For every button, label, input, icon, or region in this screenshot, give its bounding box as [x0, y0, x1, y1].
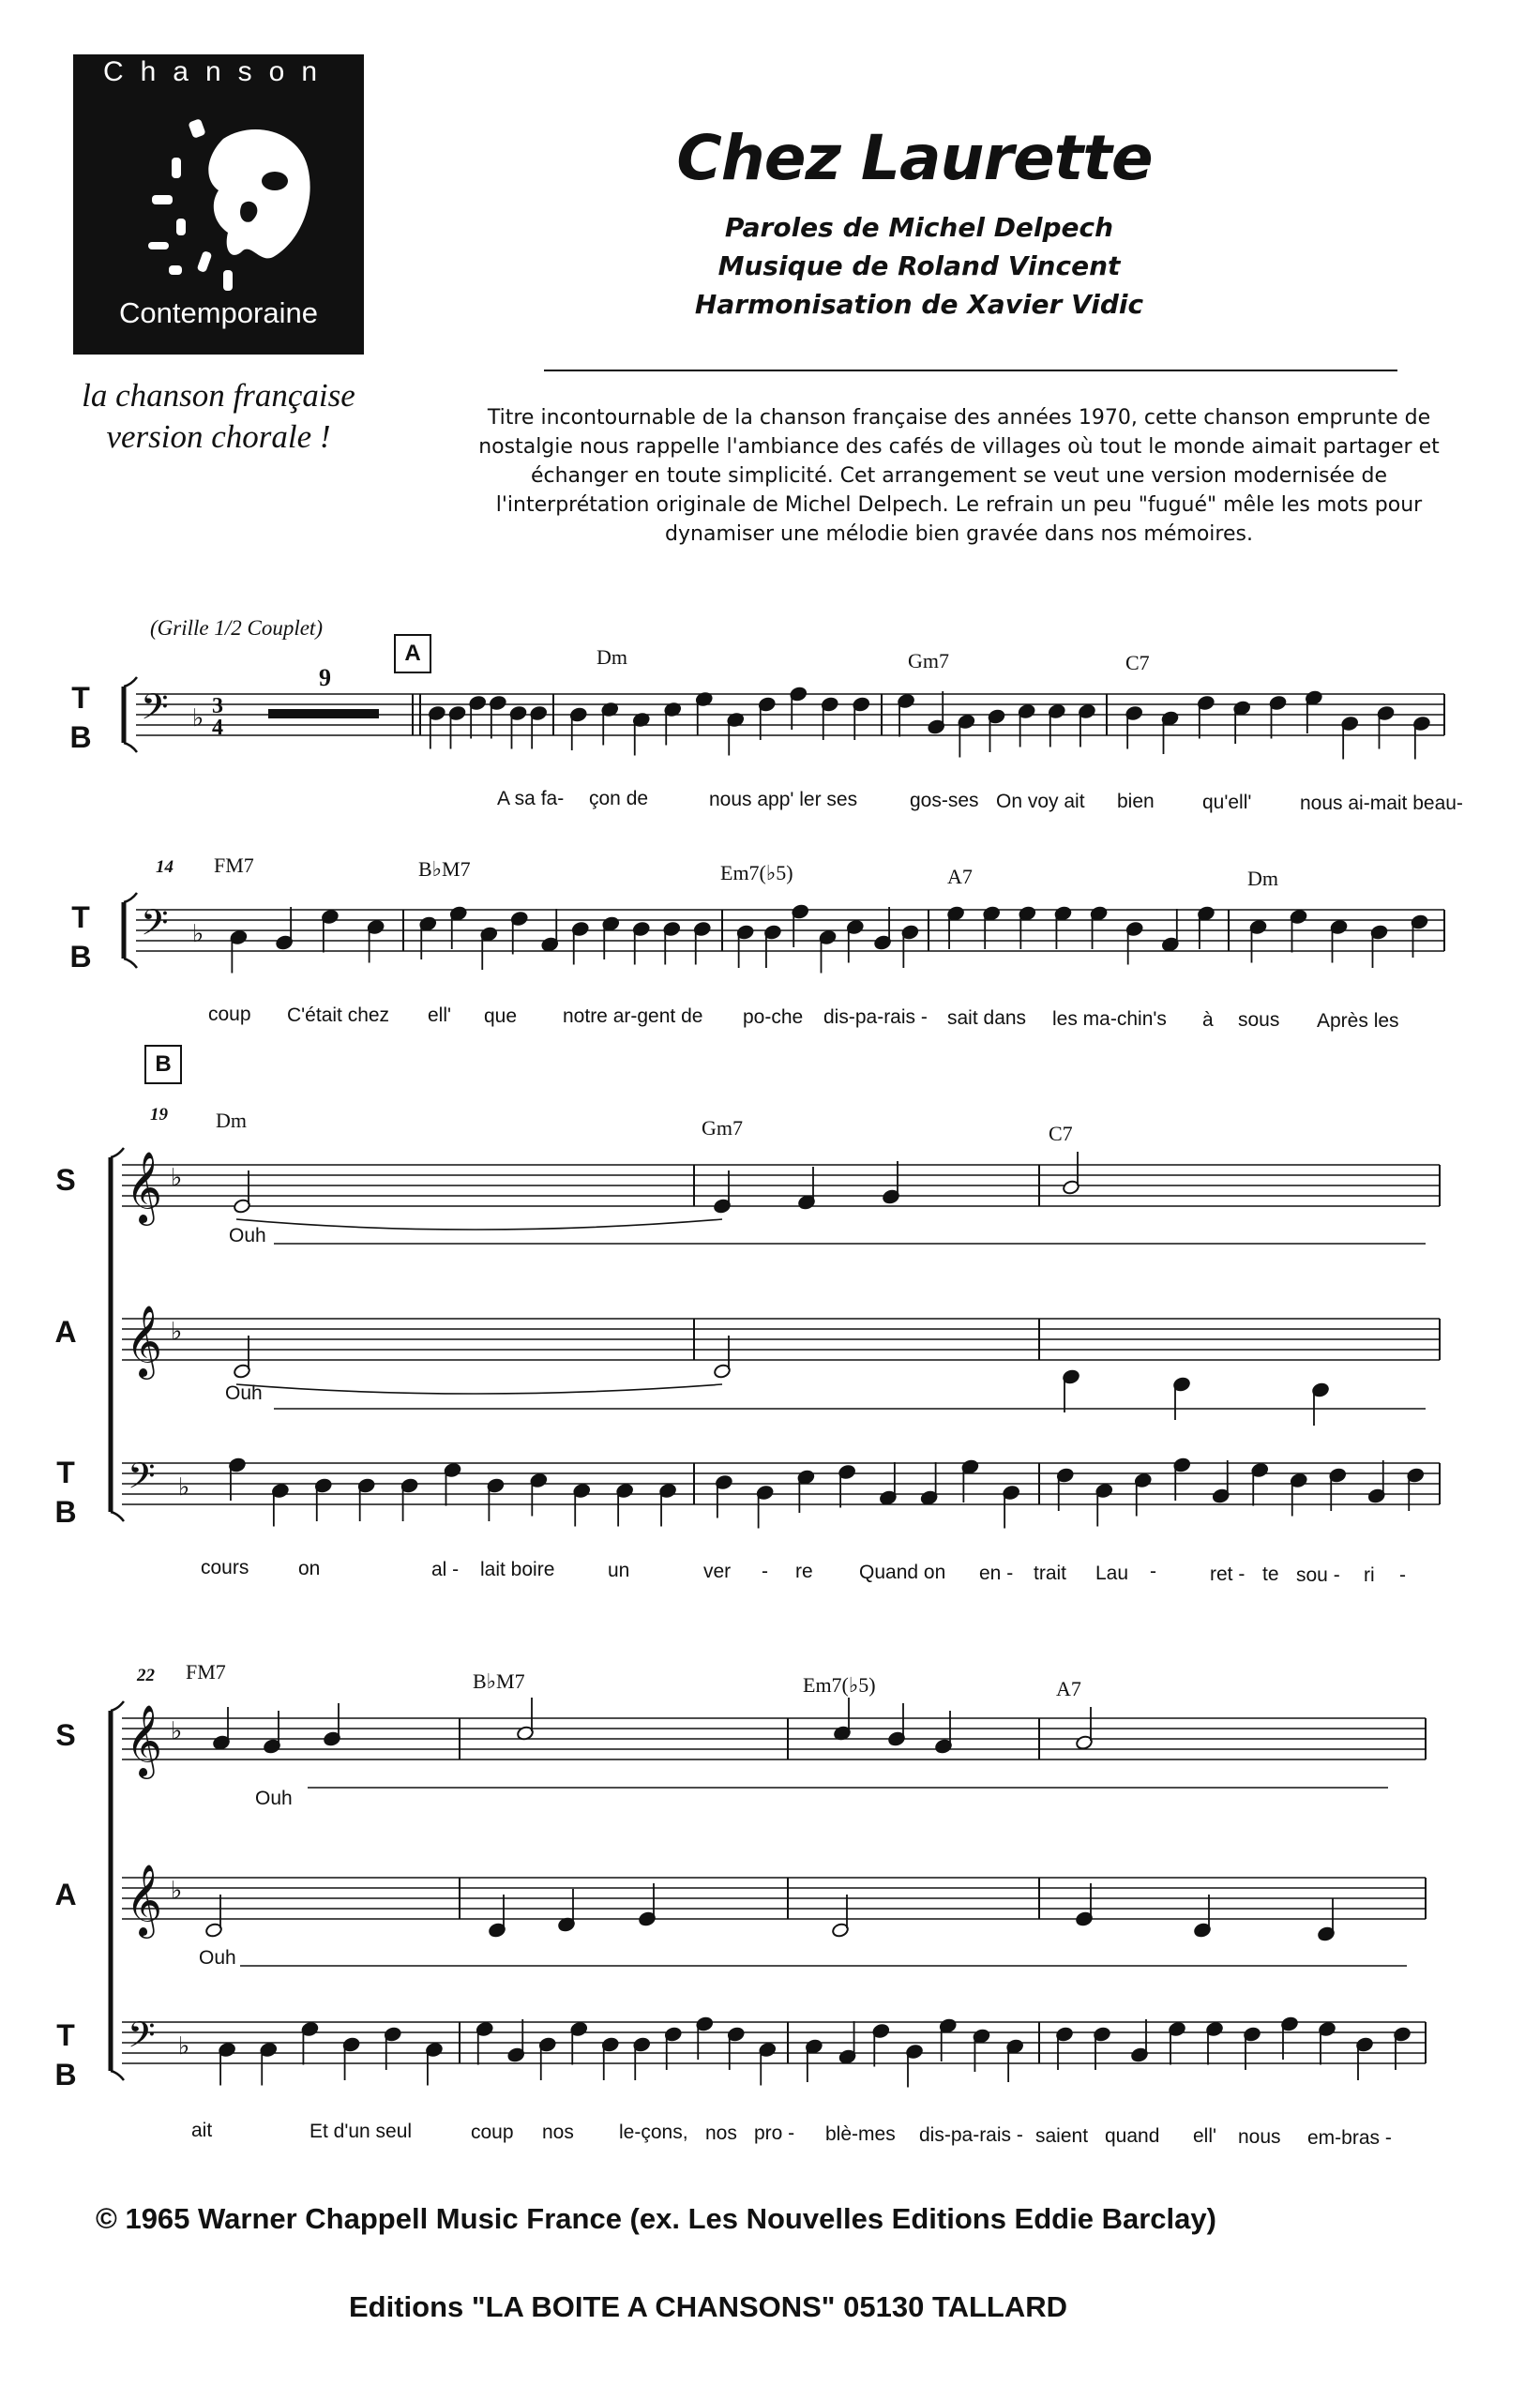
system-bracket	[124, 959, 137, 968]
chord-symbol: Em7(♭5)	[803, 1673, 876, 1697]
chord-symbol: Dm	[216, 1109, 247, 1132]
treble-clef-icon: 𝄞	[126, 1704, 163, 1776]
voice-label-alto: A	[54, 1878, 77, 1911]
voice-label-bass: B	[69, 940, 92, 974]
measure-number: 19	[150, 1105, 168, 1125]
lyricist-credit: Paroles de Michel Delpech	[724, 212, 1114, 243]
treble-clef-icon: 𝄞	[126, 1864, 163, 1936]
publisher-footer: Editions "LA BOITE A CHANSONS" 05130 TALLARD	[349, 2290, 1067, 2323]
song-title: Chez Laurette	[676, 122, 1153, 194]
flat-icon: ♭	[171, 1877, 183, 1905]
voice-label-bass: B	[54, 2058, 77, 2091]
lyric-syllable: nous	[1238, 2126, 1281, 2148]
tie	[236, 1384, 722, 1394]
voice-label-tenor: T	[71, 681, 90, 715]
lyric-syllable: A sa fa-	[497, 788, 565, 809]
tagline-line-2: version chorale !	[106, 418, 331, 455]
voice-label-bass: B	[54, 1495, 77, 1529]
flat-icon: ♭	[171, 1164, 183, 1192]
lyric-syllable: po-che	[743, 1006, 804, 1028]
lyric-syllable: Ouh	[225, 1382, 263, 1404]
time-signature: 4	[212, 716, 223, 740]
system-bracket	[111, 1701, 124, 1711]
lyric-syllable: coup	[208, 1004, 251, 1025]
lyric-syllable: al -	[431, 1559, 460, 1580]
lyric-syllable: Et d'un seul	[310, 2121, 413, 2142]
lyric-syllable: te	[1262, 1563, 1279, 1585]
lyric-syllable: ver	[703, 1561, 732, 1582]
lyric-syllable: ait	[191, 2120, 213, 2141]
rehearsal-mark-a: A	[394, 634, 431, 673]
bass-clef-icon: 𝄢	[141, 901, 169, 952]
measure-number: 14	[156, 857, 174, 877]
arranger-credit: Harmonisation de Xavier Vidic	[694, 289, 1144, 320]
lyric-syllable: nous ai-mait beau-	[1300, 793, 1463, 814]
lyric-syllable: trait	[1034, 1563, 1067, 1584]
chord-symbol: A7	[1056, 1677, 1081, 1700]
multirest-count: 9	[319, 664, 331, 691]
measure-number: 22	[137, 1666, 155, 1685]
chord-symbol: FM7	[186, 1660, 226, 1684]
treble-clef-icon: 𝄞	[126, 1305, 163, 1377]
rehearsal-mark-b: B	[144, 1045, 182, 1084]
lyric-syllable: blè-mes	[825, 2123, 896, 2145]
grille-label: (Grille 1/2 Couplet)	[150, 616, 323, 640]
chord-symbol: B♭M7	[473, 1669, 525, 1693]
voice-label-alto: A	[54, 1315, 77, 1349]
flat-icon: ♭	[171, 1717, 183, 1745]
lyric-syllable: que	[484, 1005, 518, 1027]
system-bracket	[124, 677, 137, 687]
voice-label-tenor: T	[56, 1456, 75, 1489]
system-bracket	[111, 2071, 124, 2080]
lyric-syllable: dis-pa-rais -	[919, 2124, 1023, 2146]
flat-icon: ♭	[192, 704, 204, 732]
lyric-syllable: sou -	[1296, 1564, 1340, 1586]
lyric-syllable: -	[1399, 1564, 1406, 1586]
lyric-syllable: Ouh	[199, 1947, 236, 1969]
lyric-syllable: notre ar-gent de	[563, 1005, 703, 1027]
lyric-syllable: Ouh	[255, 1788, 293, 1809]
chord-symbol: Em7(♭5)	[720, 861, 793, 884]
time-signature: 3	[212, 694, 223, 718]
voice-label-soprano: S	[55, 1163, 76, 1197]
system-bracket	[124, 893, 137, 902]
lyric-syllable: ret -	[1210, 1563, 1246, 1585]
logo-bottom-text: Contemporaine	[119, 296, 318, 329]
tagline-line-1: la chanson française	[82, 377, 355, 414]
copyright-notice: © 1965 Warner Chappell Music France (ex. Les Nouvelles Editions Eddie Barclay)	[96, 2202, 1216, 2235]
lyric-syllable: coup	[471, 2122, 514, 2143]
chord-symbol: C7	[1125, 651, 1150, 674]
lyric-syllable: un	[608, 1560, 630, 1581]
lyric-syllable: Après les	[1317, 1010, 1399, 1032]
lyric-syllable: en -	[979, 1563, 1014, 1584]
lyric-syllable: on	[298, 1558, 321, 1579]
system-bracket	[124, 743, 137, 752]
chord-symbol: C7	[1049, 1122, 1073, 1145]
lyric-syllable: ell'	[1193, 2125, 1217, 2147]
bass-clef-icon: 𝄢	[128, 2014, 156, 2064]
lyric-syllable: Quand on	[859, 1562, 946, 1583]
lyric-syllable: quand	[1105, 2125, 1160, 2147]
lyric-syllable: qu'ell'	[1202, 792, 1252, 813]
lyric-syllable: lait boire	[480, 1559, 555, 1580]
lyric-syllable: les ma-chin's	[1052, 1008, 1167, 1030]
voice-label-tenor: T	[56, 2018, 75, 2052]
lyric-syllable: nous app' ler ses	[709, 789, 858, 810]
lyric-syllable: gos-ses	[910, 790, 979, 811]
flat-icon: ♭	[178, 2032, 190, 2061]
tie	[236, 1219, 722, 1230]
lyric-syllable: pro -	[754, 2122, 795, 2144]
flat-icon: ♭	[171, 1318, 183, 1346]
chord-symbol: Gm7	[908, 649, 949, 672]
system-bracket	[111, 1148, 124, 1157]
flat-icon: ♭	[192, 920, 204, 948]
lyric-syllable: sous	[1238, 1009, 1280, 1031]
lyric-syllable: nos	[705, 2122, 737, 2144]
lyric-syllable: bien	[1117, 791, 1155, 812]
voice-label-tenor: T	[71, 900, 90, 934]
bass-clef-icon: 𝄢	[141, 686, 169, 736]
lyric-syllable: dis-pa-rais -	[823, 1006, 928, 1028]
bass-clef-icon: 𝄢	[128, 1455, 156, 1505]
composer-credit: Musique de Roland Vincent	[717, 250, 1121, 281]
lyric-syllable: Ouh	[229, 1225, 266, 1246]
lyric-syllable: sait dans	[947, 1007, 1027, 1029]
chord-symbol: A7	[947, 865, 973, 888]
lyric-syllable: -	[1150, 1561, 1156, 1582]
treble-clef-icon: 𝄞	[126, 1151, 163, 1223]
lyric-syllable: nos	[542, 2122, 574, 2143]
lyric-syllable: re	[795, 1561, 813, 1582]
voice-label-bass: B	[69, 720, 92, 754]
chord-symbol: Dm	[596, 645, 627, 669]
lyric-syllable: C'était chez	[287, 1004, 390, 1026]
chord-symbol: Gm7	[702, 1116, 743, 1140]
chord-symbol: Dm	[1247, 867, 1278, 890]
lyric-syllable: em-bras -	[1307, 2127, 1392, 2149]
chord-symbol: FM7	[214, 853, 254, 877]
lyric-syllable: çon de	[589, 788, 649, 809]
lyric-syllable: ell'	[428, 1004, 452, 1026]
logo-top-text: Chanson	[102, 56, 335, 87]
lyric-syllable: -	[762, 1561, 768, 1582]
lyric-syllable: Lau	[1095, 1563, 1129, 1584]
lyric-syllable: à	[1202, 1009, 1214, 1031]
flat-icon: ♭	[178, 1473, 190, 1502]
voice-label-soprano: S	[55, 1718, 76, 1752]
lyric-syllable: On voy ait	[996, 791, 1085, 812]
lyric-syllable: cours	[201, 1557, 249, 1578]
intro-paragraph: Titre incontournable de la chanson française des années 1970, cette chanson emprunte de nostalgie nous rappelle l'ambiance des cafés de villages où tout le monde aimait partager et échanger en toute simplicité. Cet arrangement se veut une version modernisée de l'interprétation originale de Michel Delpech. Le refrain un peu "fugué" mêle les mots pour dynamiser une mélodie bien gravée dans nos mémoires.	[478, 406, 1440, 546]
multirest-bar	[268, 709, 379, 718]
chord-symbol: B♭M7	[418, 857, 471, 881]
lyric-syllable: ri	[1364, 1564, 1375, 1586]
lyric-syllable: le-çons,	[619, 2122, 688, 2143]
lyric-syllable: saient	[1035, 2125, 1089, 2147]
system-bracket	[111, 1512, 124, 1521]
